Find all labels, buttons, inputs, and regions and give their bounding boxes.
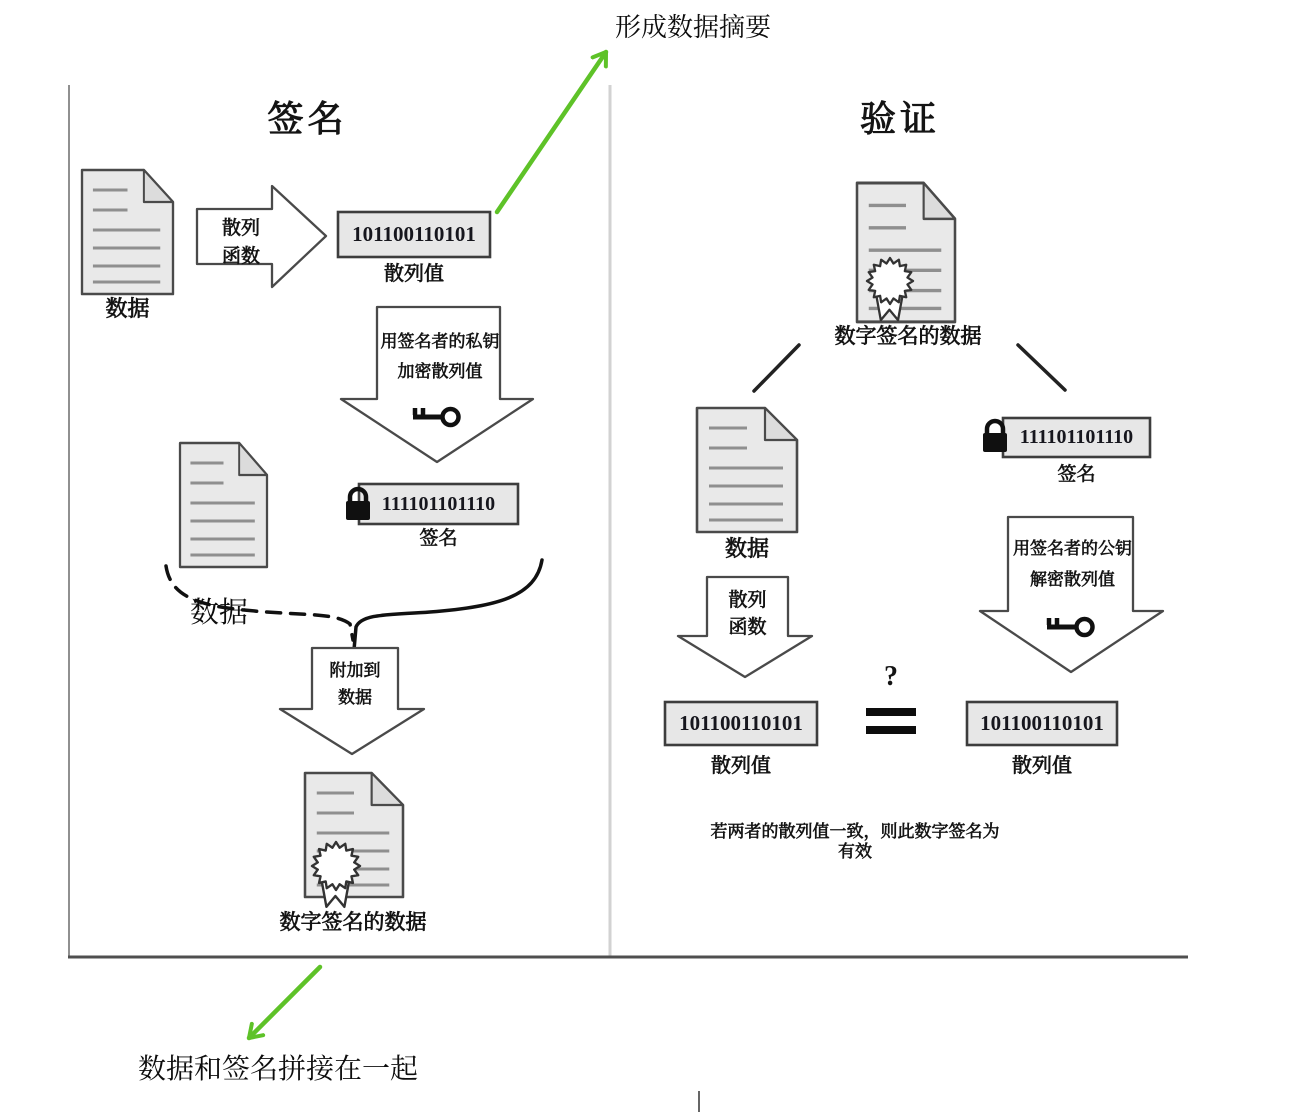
signature-value-text: 111101101110	[381, 493, 496, 515]
sign-panel-title: 签名	[267, 99, 348, 139]
hash-value-label: 散列值	[384, 263, 444, 285]
hash-function-arrow-label: 散列 函数	[728, 590, 767, 638]
append-arrow-label: 附加到 数据	[329, 661, 381, 707]
equals-sign-top-bar	[866, 708, 916, 716]
signature-label: 签名	[1057, 464, 1096, 485]
signature-value-text: 111101101110	[1019, 426, 1134, 448]
data-document-icon	[697, 408, 797, 532]
encrypt-arrow-label: 用签名者的私钥 加密散列值	[380, 332, 500, 381]
verification-conclusion: 若两者的散列值一致，则此数字签名为有效	[710, 822, 1000, 862]
bottom-annotation-text: 数据和签名拼接在一起	[138, 1053, 419, 1084]
bottom-annotation-arrow	[249, 967, 320, 1038]
data-document-icon	[180, 443, 267, 567]
top-annotation-arrow	[497, 52, 606, 212]
hash-value-text: 101100110101	[980, 711, 1104, 735]
decrypt-arrow-label: 用签名者的公钥 解密散列值	[1013, 539, 1132, 589]
question-mark: ?	[884, 661, 898, 692]
signed-document-label: 数字签名的数据	[279, 910, 427, 934]
data-document-label: 数据	[724, 536, 769, 561]
hash-value-text: 101100110101	[679, 711, 803, 735]
split-line-right	[1018, 345, 1065, 390]
data-document-label: 数据	[105, 296, 150, 321]
hash-function-arrow-label: 散列 函数	[221, 218, 260, 267]
signed-document-label: 数字签名的数据	[834, 324, 982, 348]
signature-label: 签名	[419, 528, 458, 549]
hash-value-label: 散列值	[1012, 755, 1072, 777]
hash-value-text: 101100110101	[352, 222, 476, 246]
data-document-icon	[82, 170, 173, 294]
data-merge-note: 数据	[190, 597, 249, 629]
split-line-left	[754, 345, 799, 391]
verify-panel-title: 验证	[859, 99, 940, 139]
hash-value-label: 散列值	[711, 755, 771, 777]
equals-sign-bottom-bar	[866, 726, 916, 734]
top-annotation-text: 形成数据摘要	[615, 12, 772, 42]
signed-document-icon	[857, 183, 955, 322]
signature-merge-curve	[354, 560, 542, 650]
